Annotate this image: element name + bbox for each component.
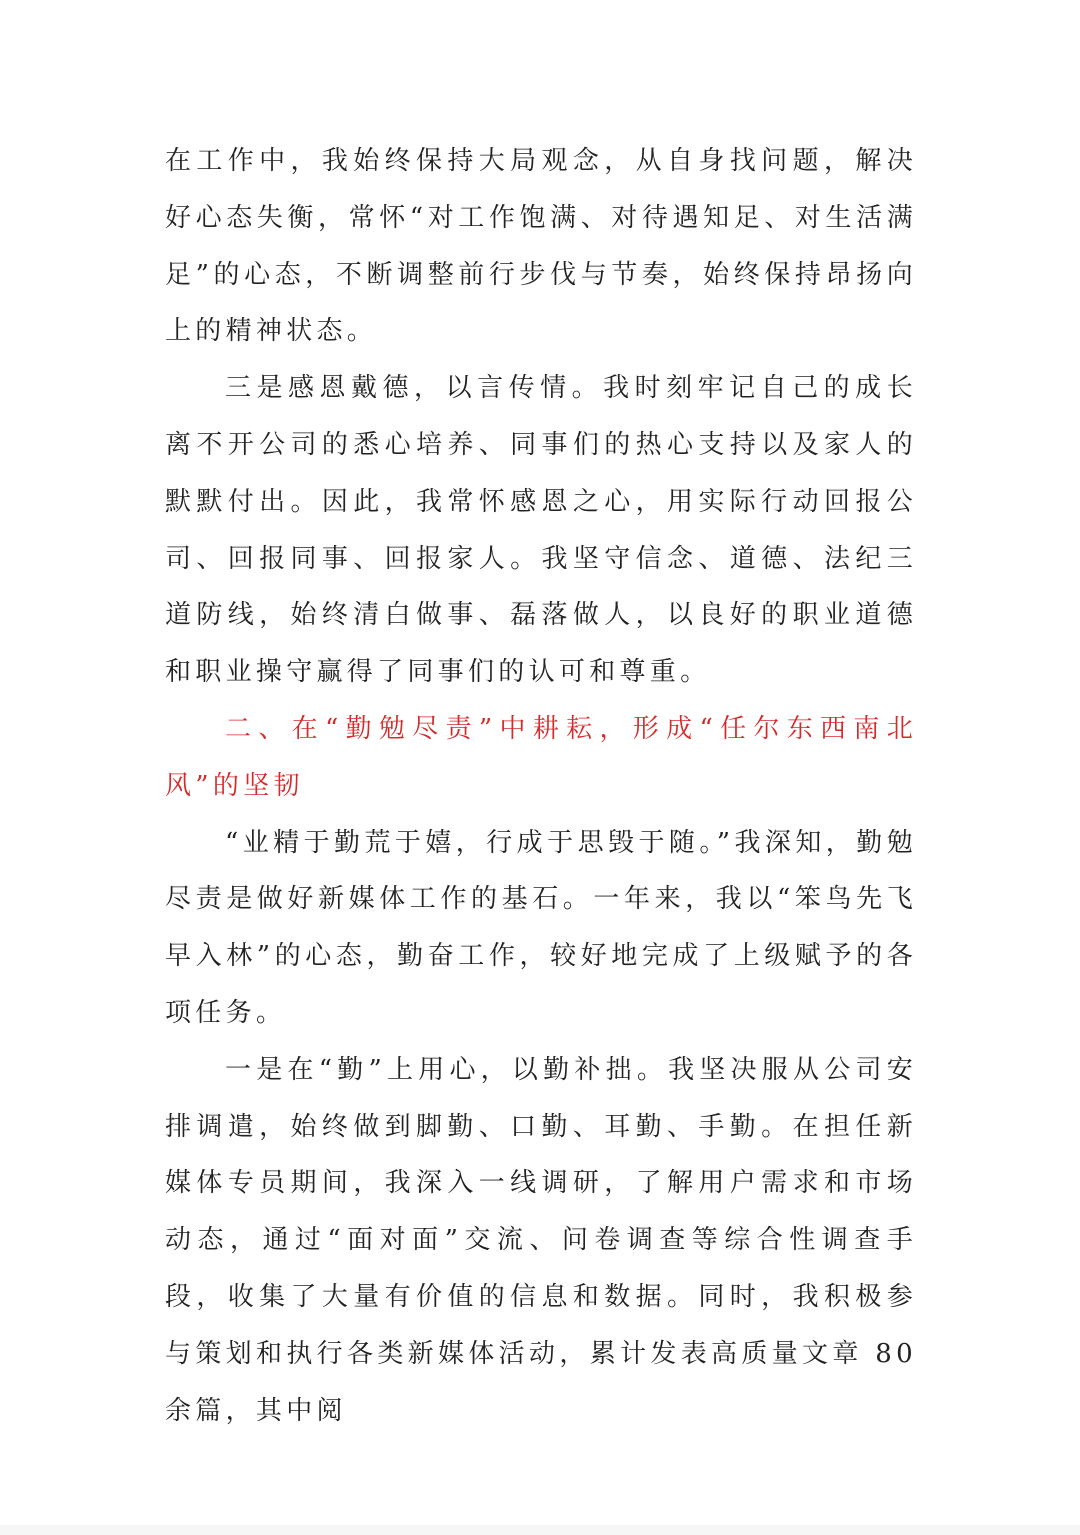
paragraph-gratitude: 三是感恩戴德，以言传情。我时刻牢记自己的成长离不开公司的悉心培养、同事们的热心支持以及家人的默默付出。因此，我常怀感恩之心，用实际行动回报公司、回报同事、回报家人。我坚守信念、道德、法纪三道防线，始终清白做事、磊落做人，以良好的职业道德和职业操守赢得了同事们的认可和尊重。 <box>165 373 917 688</box>
section-heading: 二、在“勤勉尽责”中耕耘，形成“任尔东西南北风”的坚韧 <box>165 713 917 801</box>
paragraph-continuation: 在工作中，我始终保持大局观念，从自身找问题，解决好心态失衡，常怀“对工作饱满、对待遇知足、对生活满足”的心态，不断调整前行步伐与节奏，始终保持昂扬向上的精神状态。 <box>165 146 917 347</box>
document-body <box>165 133 917 1439</box>
paragraph-diligence-intro: “业精于勤荒于嬉，行成于思毁于随。”我深知，勤勉尽责是做好新媒体工作的基石。一年来，我以“笨鸟先飞早入林”的心态，勤奋工作，较好地完成了上级赋予的各项任务。 <box>165 827 917 1028</box>
paragraph-diligence-point-one: 一是在“勤”上用心，以勤补拙。我坚决服从公司安排调遣，始终做到脚勤、口勤、耳勤、手勤。在担任新媒体专员期间，我深入一线调研，了解用户需求和市场动态，通过“面对面”交流、问卷调查等综合性调查手段，收集了大量有价值的信息和数据。同时，我积极参与策划和执行各类新媒体活动，累计发表高质量文章 80 余篇，其中阅 <box>165 1054 917 1426</box>
